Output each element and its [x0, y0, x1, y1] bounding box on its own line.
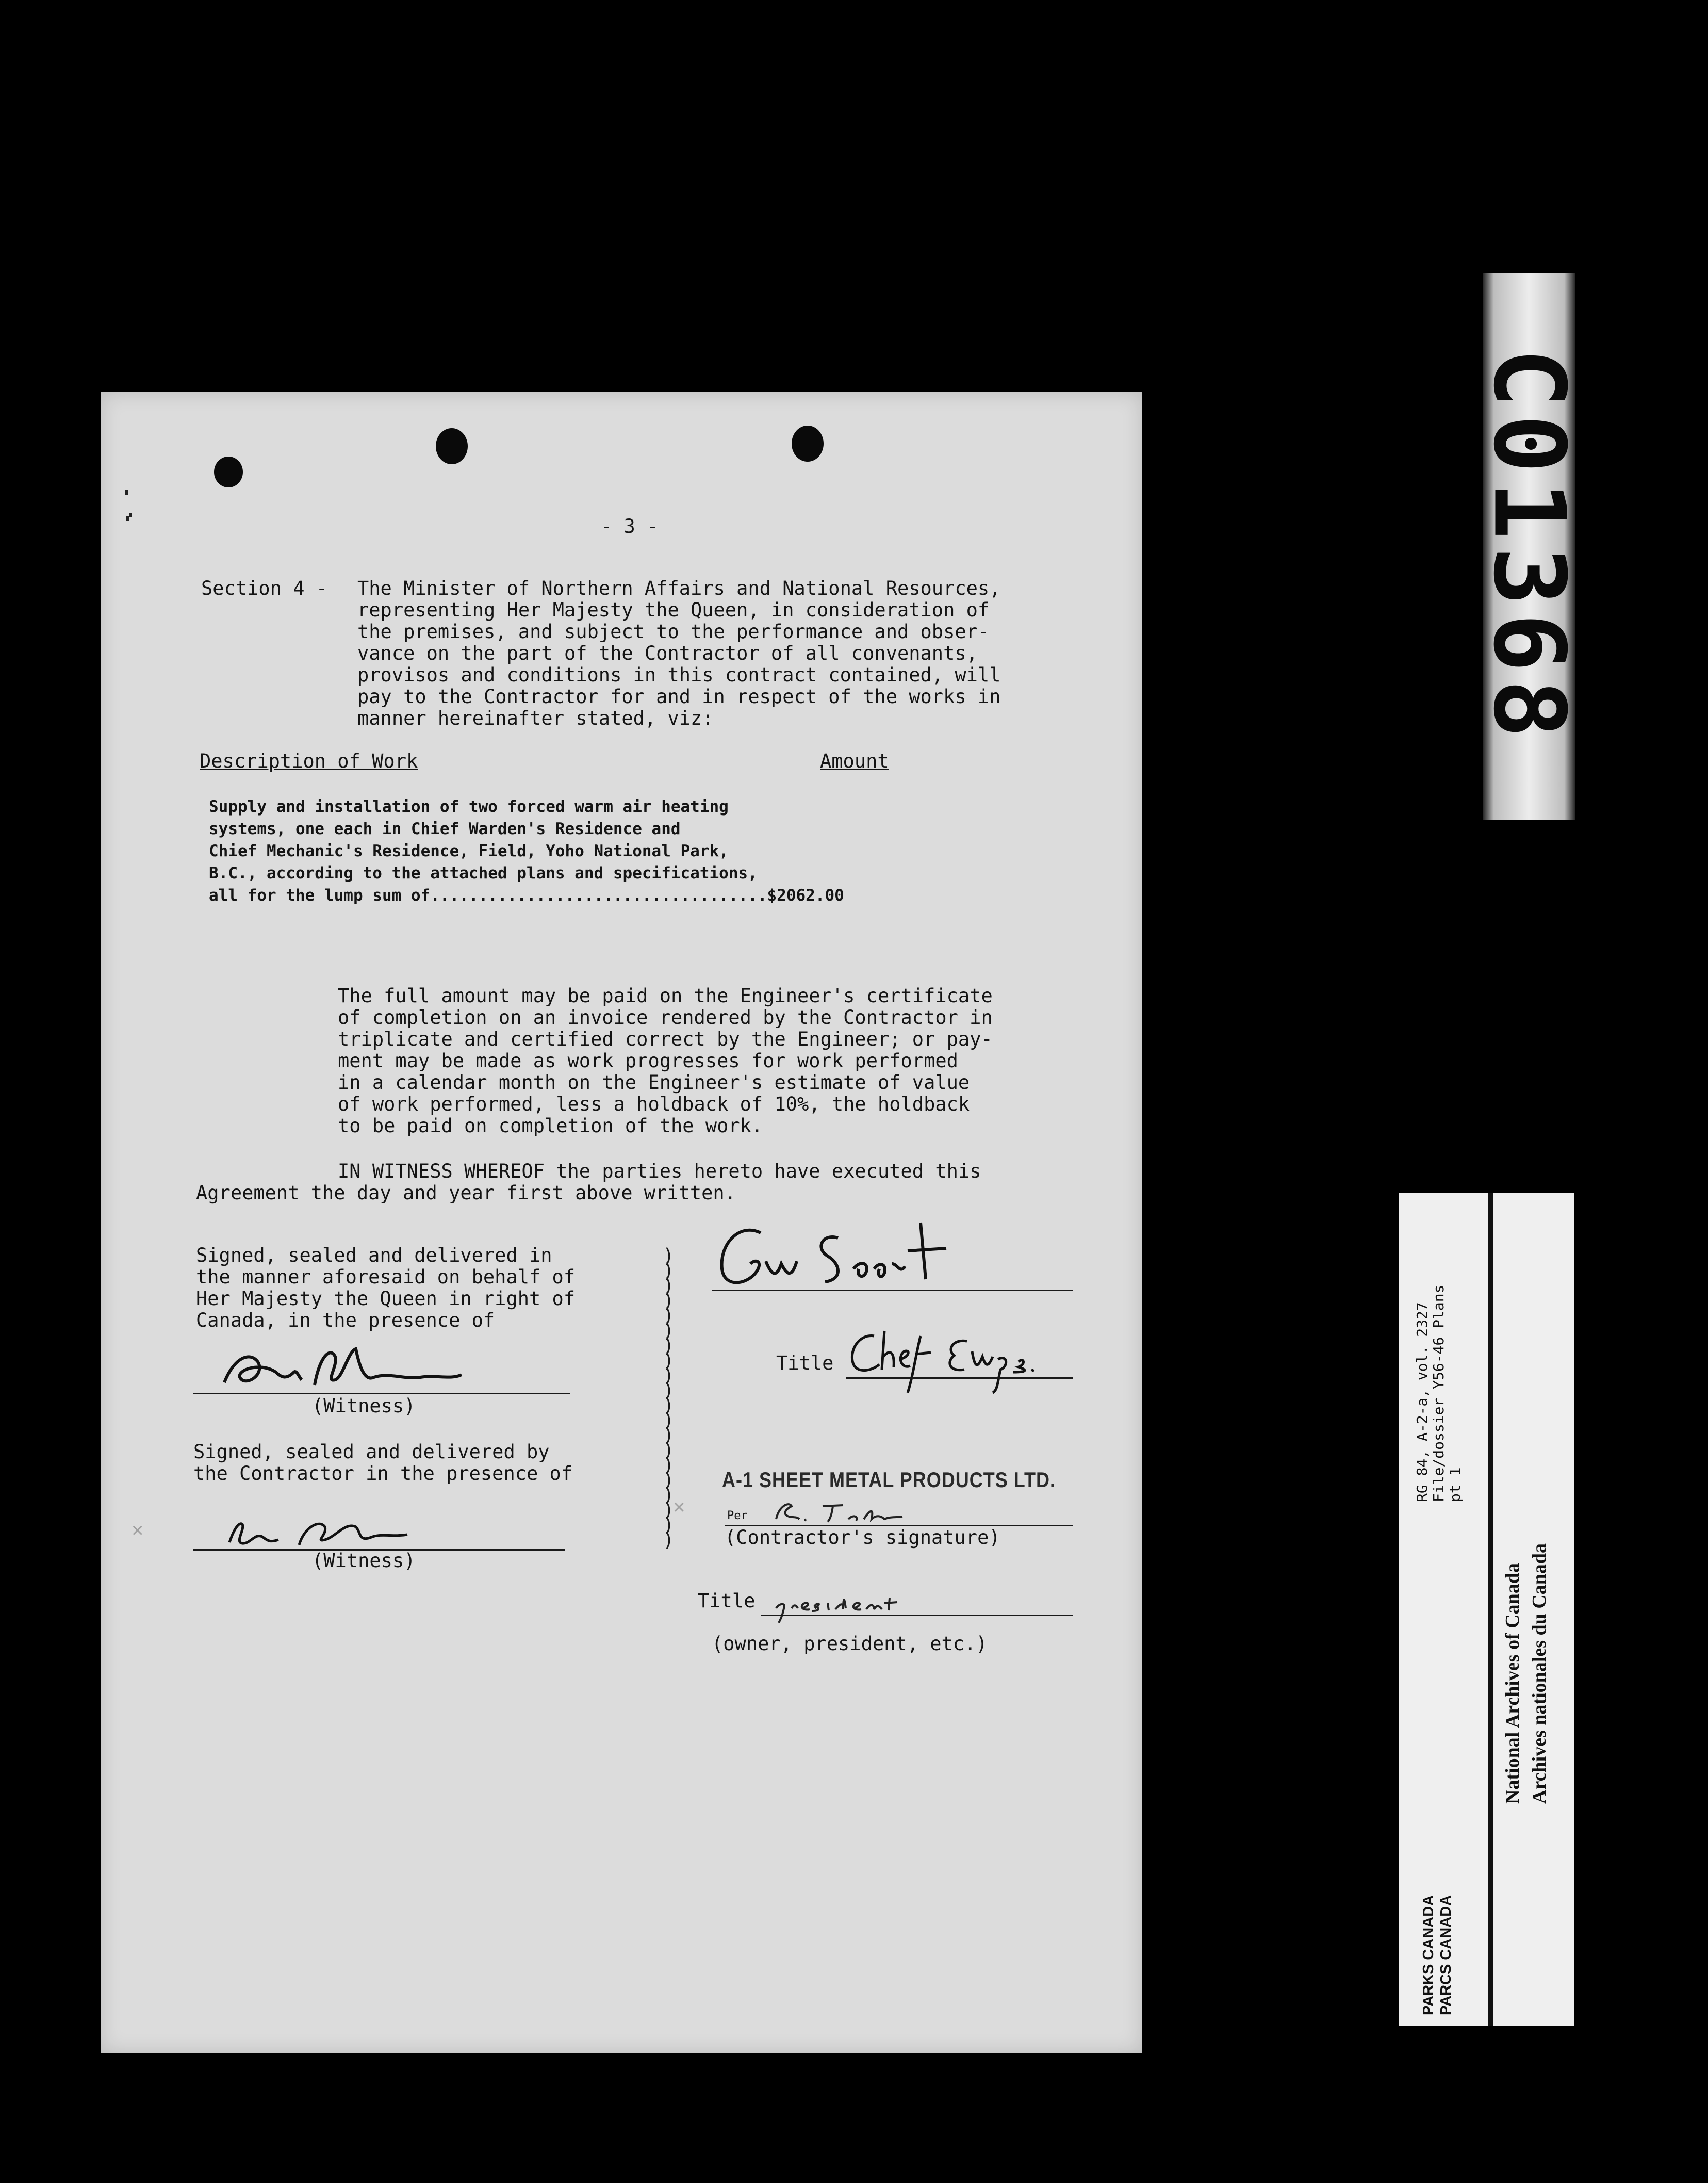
margin-x-mark: × [673, 1496, 685, 1519]
section-line: representing Her Majesty the Queen, in consideration of [357, 599, 990, 621]
crown-signature-line [712, 1290, 1073, 1291]
work-line: Chief Mechanic's Residence, Field, Yoho National Park, [209, 842, 729, 860]
description-header: Description of Work [200, 750, 418, 772]
work-line: Supply and installation of two forced warm air heating [209, 797, 729, 816]
punch-hole-right [792, 426, 824, 462]
witness-1-caption: (Witness) [312, 1395, 416, 1417]
payment-line: triplicate and certified correct by the Engineer; or pay- [338, 1028, 993, 1050]
contractor-title-line [761, 1615, 1073, 1616]
reel-number-strip [1472, 273, 1586, 820]
amount-header: Amount [820, 750, 889, 772]
work-line-lump-sum: all for the lump sum of...................................$2062.00 [209, 886, 844, 905]
label-divider [1488, 1193, 1493, 2026]
contractor-block-line: the Contractor in the presence of [193, 1462, 573, 1485]
signature-brace-column: ) ) ) ) ) ) ) ) ) ) ) ) ) ) ) ) ) ) ) ) [663, 1245, 675, 1551]
punch-hole-center [436, 428, 468, 464]
archive-reference-line: RG 84, A-2-a, vol. 2327 [1414, 1302, 1431, 1502]
section-line: vance on the part of the Contractor of all convenants, [357, 642, 978, 664]
contractor-title-label: Title [698, 1590, 756, 1612]
contractor-title-hint: (owner, president, etc.) [712, 1633, 988, 1655]
contractor-signature-caption: (Contractor's signature) [725, 1526, 1000, 1549]
archive-reference-line: File/dossier Y56-46 Plans [1430, 1284, 1447, 1502]
crown-title-handwriting [843, 1321, 1060, 1398]
punch-hole-left [214, 457, 243, 487]
crown-signature [704, 1212, 993, 1295]
witness-clause-line: Agreement the day and year first above written. [196, 1182, 736, 1204]
section-line: the premises, and subject to the performance and obser- [357, 621, 990, 643]
section-label: Section 4 - [201, 577, 328, 599]
witness-2-signature [222, 1511, 418, 1553]
witness-2-caption: (Witness) [312, 1550, 416, 1572]
reel-number: C01368 [1472, 348, 1586, 746]
contractor-signature [766, 1496, 931, 1527]
payment-line: to be paid on completion of the work. [338, 1115, 763, 1137]
contract-page [101, 392, 1142, 2053]
section-line: provisos and conditions in this contract contained, will [357, 664, 1001, 686]
contractor-block-line: Signed, sealed and delivered by [193, 1441, 550, 1463]
work-line: B.C., according to the attached plans and specifications, [209, 864, 758, 883]
margin-mark [129, 513, 132, 517]
margin-mark [125, 490, 128, 495]
crown-block-line: the manner aforesaid on behalf of [196, 1266, 576, 1288]
section-line: pay to the Contractor for and in respect of the works in [357, 686, 1001, 708]
page-number: - 3 - [601, 515, 659, 537]
witness-1-signature [219, 1341, 487, 1398]
witness-1-line [193, 1393, 570, 1394]
company-stamp: A-1 SHEET METAL PRODUCTS LTD. [722, 1467, 1056, 1492]
payment-line: The full amount may be paid on the Engineer's certificate [338, 985, 993, 1007]
parks-canada-en: PARKS CANADA [1420, 1895, 1437, 2015]
work-line: systems, one each in Chief Warden's Residence and [209, 820, 681, 838]
crown-title-label: Title [776, 1352, 834, 1374]
payment-line: in a calendar month on the Engineer's estimate of value [338, 1071, 970, 1094]
crown-block-line: Her Majesty the Queen in right of [196, 1288, 576, 1310]
payment-line: of completion on an invoice rendered by the Contractor in [338, 1006, 993, 1029]
witness-clause-line: IN WITNESS WHEREOF the parties hereto have executed this [338, 1160, 981, 1182]
per-label: Per [727, 1509, 748, 1522]
parks-canada-fr: PARCS CANADA [1438, 1895, 1454, 2015]
section-line: manner hereinafter stated, viz: [357, 707, 714, 729]
section-line: The Minister of Northern Affairs and National Resources, [357, 577, 1001, 599]
archive-label [1399, 1193, 1574, 2026]
contractor-title-handwriting [766, 1588, 982, 1624]
margin-mark [126, 516, 129, 521]
margin-x-mark: × [132, 1519, 144, 1542]
national-archives-fr: Archives nationales du Canada [1529, 1543, 1550, 1804]
crown-title-line [846, 1377, 1073, 1379]
archive-reference-line: pt 1 [1447, 1467, 1464, 1502]
national-archives-en: National Archives of Canada [1502, 1563, 1523, 1804]
crown-block-line: Signed, sealed and delivered in [196, 1244, 552, 1266]
payment-line: ment may be made as work progresses for work performed [338, 1050, 958, 1072]
payment-line: of work performed, less a holdback of 10%, the holdback [338, 1093, 970, 1115]
crown-block-line: Canada, in the presence of [196, 1309, 495, 1331]
